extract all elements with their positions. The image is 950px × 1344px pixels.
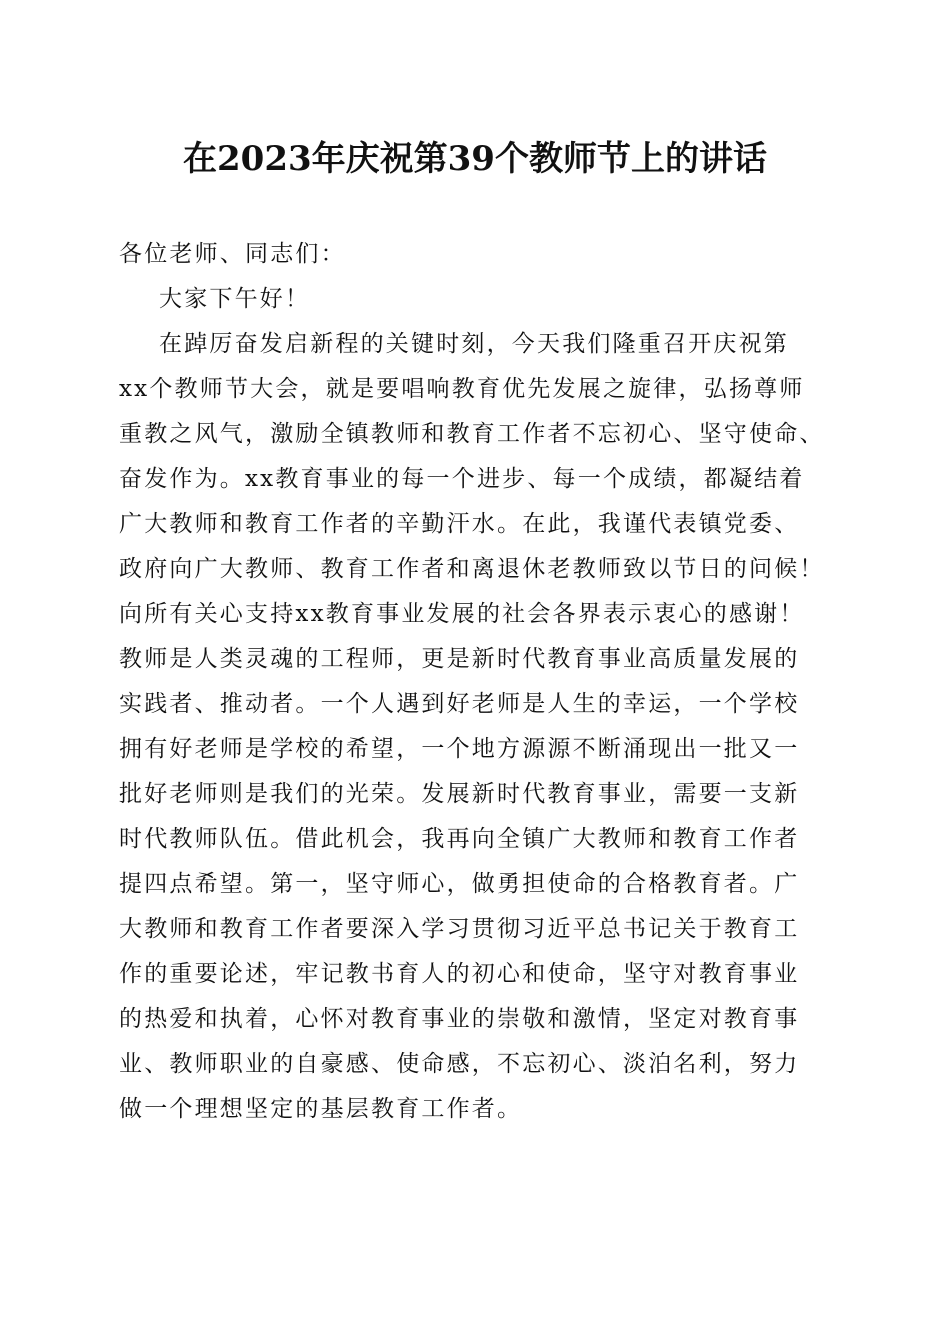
document-title: 在2023年庆祝第39个教师节上的讲话	[183, 139, 767, 179]
body-line: 政府向广大教师、教育工作者和离退休老教师致以节日的问候！	[119, 556, 825, 582]
document-body	[119, 232, 839, 1132]
body-line: 做一个理想坚定的基层教育工作者。	[119, 1096, 523, 1122]
body-line: 实践者、推动者。一个人遇到好老师是人生的幸运，一个学校	[119, 691, 800, 717]
body-line: 时代教师队伍。借此机会，我再向全镇广大教师和教育工作者	[119, 826, 800, 852]
body-line: 重教之风气，激励全镇教师和教育工作者不忘初心、坚守使命、	[119, 421, 825, 447]
body-line: 教师是人类灵魂的工程师，更是新时代教育事业高质量发展的	[119, 646, 800, 672]
body-line: 向所有关心支持xx教育事业发展的社会各界表示衷心的感谢！	[119, 601, 805, 627]
body-line: 作的重要论述，牢记教书育人的初心和使命，坚守对教育事业	[119, 961, 800, 987]
body-line: 大教师和教育工作者要深入学习贯彻习近平总书记关于教育工	[119, 916, 800, 942]
body-line: 业、教师职业的自豪感、使命感，不忘初心、淡泊名利，努力	[119, 1051, 800, 1077]
body-line: 广大教师和教育工作者的辛勤汗水。在此，我谨代表镇党委、	[119, 511, 800, 537]
body-line: 奋发作为。xx教育事业的每一个进步、每一个成绩，都凝结着	[119, 466, 805, 492]
body-line: 批好老师则是我们的光荣。发展新时代教育事业，需要一支新	[119, 781, 800, 807]
salutation-line: 各位老师、同志们：	[119, 241, 346, 267]
body-line: xx个教师节大会，就是要唱响教育优先发展之旋律，弘扬尊师	[119, 376, 805, 402]
greeting-line: 大家下午好！	[159, 286, 311, 312]
body-line: 在踔厉奋发启新程的关键时刻，今天我们隆重召开庆祝第	[159, 331, 789, 357]
body-line: 拥有好老师是学校的希望，一个地方源源不断涌现出一批又一	[119, 736, 800, 762]
body-line: 的热爱和执着，心怀对教育事业的崇敬和激情，坚定对教育事	[119, 1006, 800, 1032]
body-line: 提四点希望。第一，坚守师心，做勇担使命的合格教育者。广	[119, 871, 800, 897]
